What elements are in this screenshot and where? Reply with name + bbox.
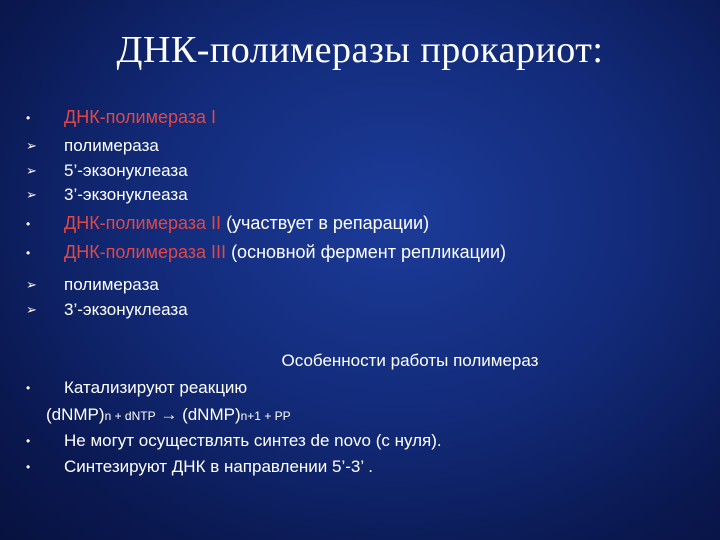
- item-text: полимераза: [64, 275, 159, 294]
- bullet-dot-icon: •: [26, 460, 31, 474]
- item-text: (основной фермент репликации): [226, 242, 507, 262]
- bullet-dot-icon: •: [26, 434, 31, 448]
- item-text: 3’-экзонуклеаза: [64, 300, 188, 319]
- slide-title: ДНК-полимеразы прокариот:: [116, 29, 604, 71]
- arrow-bullet-icon: ➢: [26, 302, 37, 317]
- item-text: Синтезируют ДНК в направлении 5’-3’ .: [64, 457, 373, 476]
- item-red-label: ДНК-полимераза III: [64, 242, 227, 262]
- bullet-dot-icon: •: [26, 217, 31, 231]
- item-text: 3’-экзонуклеаза: [64, 185, 188, 204]
- item-text: Катализируют реакцию: [64, 378, 248, 397]
- arrow-bullet-icon: ➢: [26, 187, 37, 202]
- arrow-bullet-icon: ➢: [26, 138, 37, 153]
- item-red-label: ДНК-полимераза I: [64, 107, 217, 127]
- bullet-dot-icon: •: [26, 246, 31, 260]
- reaction-formula: (dNMP)n + dNTP → (dNMP)n+1 + PP: [46, 405, 291, 424]
- item-text: полимераза: [64, 136, 159, 155]
- bullet-dot-icon: •: [26, 381, 31, 395]
- bullet-dot-icon: •: [26, 111, 31, 125]
- item-text: Не могут осуществлять синтез de novo (с нуля).: [64, 431, 442, 450]
- features-heading: Особенности работы полимераз: [281, 351, 539, 370]
- item-text: (участвует в репарации): [221, 213, 430, 233]
- arrow-bullet-icon: ➢: [26, 163, 37, 178]
- arrow-bullet-icon: ➢: [26, 277, 37, 292]
- item-red-label: ДНК-полимераза II: [64, 213, 222, 233]
- item-text: 5’-экзонуклеаза: [64, 161, 188, 180]
